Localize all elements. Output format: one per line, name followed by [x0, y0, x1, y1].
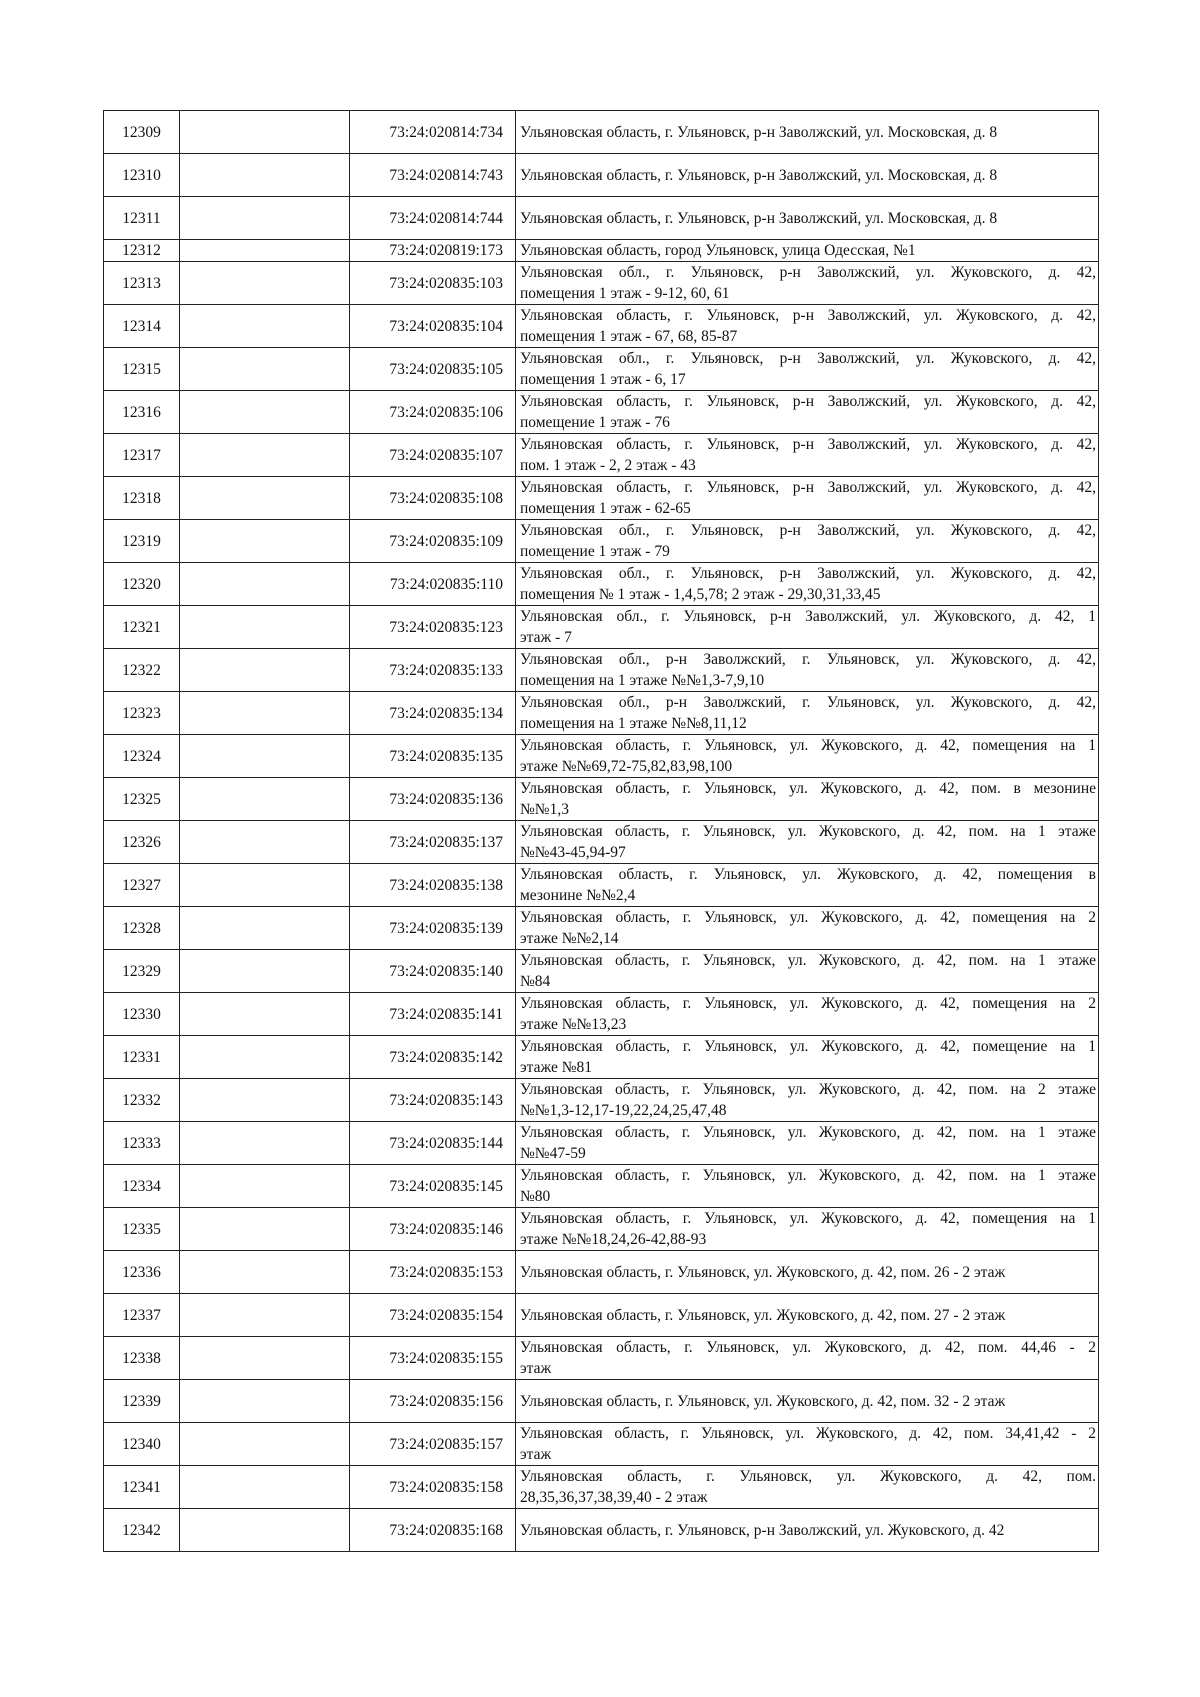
- address-cell: [516, 348, 1099, 391]
- cadastral-number-cell: 73:24:020835:106: [350, 391, 516, 434]
- row-number-cell: 12321: [104, 606, 180, 649]
- address-line: Ульяновская обл., г. Ульяновск, р-н Заволжский, ул. Жуковского, д. 42, 1: [520, 608, 1096, 625]
- address-line: №№1,3-12,17-19,22,24,25,47,48: [520, 1102, 727, 1119]
- row-number-cell: 12329: [104, 950, 180, 993]
- cadastral-number-cell: 73:24:020835:156: [350, 1380, 516, 1423]
- table-row: [104, 907, 1099, 950]
- empty-cell: [180, 1208, 350, 1251]
- address-cell: [516, 1509, 1099, 1552]
- empty-cell: [180, 391, 350, 434]
- empty-cell: [180, 563, 350, 606]
- row-number-cell: 12336: [104, 1251, 180, 1294]
- cadastral-number-cell: 73:24:020835:134: [350, 692, 516, 735]
- address-line: Ульяновская обл., р-н Заволжский, г. Ульяновск, ул. Жуковского, д. 42,: [520, 694, 1096, 711]
- cadastral-number-cell: 73:24:020835:135: [350, 735, 516, 778]
- cadastral-number-cell: 73:24:020814:743: [350, 154, 516, 197]
- table-row: [104, 821, 1099, 864]
- cadastral-number-cell: 73:24:020814:744: [350, 197, 516, 240]
- row-number-cell: 12317: [104, 434, 180, 477]
- empty-cell: [180, 154, 350, 197]
- row-number-cell: 12318: [104, 477, 180, 520]
- empty-cell: [180, 821, 350, 864]
- empty-cell: [180, 864, 350, 907]
- row-number-cell: 12309: [104, 111, 180, 154]
- empty-cell: [180, 1079, 350, 1122]
- address-line: помещения № 1 этаж - 1,4,5,78; 2 этаж - 29,30,31,33,45: [520, 586, 881, 603]
- address-line: помещение 1 этаж - 79: [520, 543, 670, 560]
- address-cell: [516, 197, 1099, 240]
- cadastral-number-cell: 73:24:020835:146: [350, 1208, 516, 1251]
- empty-cell: [180, 950, 350, 993]
- table-row: [104, 735, 1099, 778]
- address-line: Ульяновская область, г. Ульяновск, ул. Жуковского, д. 42, помещения на 1: [520, 737, 1096, 754]
- address-line: Ульяновская обл., р-н Заволжский, г. Ульяновск, ул. Жуковского, д. 42,: [520, 651, 1096, 668]
- table-row: [104, 348, 1099, 391]
- empty-cell: [180, 477, 350, 520]
- address-line: Ульяновская область, г. Ульяновск, р-н Заволжский, ул. Жуковского, д. 42,: [520, 479, 1096, 496]
- registry-table-body: [104, 111, 1099, 1552]
- empty-cell: [180, 692, 350, 735]
- address-line: Ульяновская область, г. Ульяновск, р-н Заволжский, ул. Жуковского, д. 42,: [520, 307, 1096, 324]
- table-row: [104, 520, 1099, 563]
- cadastral-number-cell: 73:24:020835:141: [350, 993, 516, 1036]
- address-cell: [516, 993, 1099, 1036]
- address-cell: [516, 1165, 1099, 1208]
- cadastral-number-cell: 73:24:020835:105: [350, 348, 516, 391]
- empty-cell: [180, 1251, 350, 1294]
- address-cell: [516, 1208, 1099, 1251]
- address-line: этаж - 7: [520, 629, 572, 646]
- table-row: [104, 305, 1099, 348]
- empty-cell: [180, 1122, 350, 1165]
- row-number-cell: 12337: [104, 1294, 180, 1337]
- row-number-cell: 12314: [104, 305, 180, 348]
- address-line: Ульяновская область, г. Ульяновск, ул. Жуковского, д. 42, помещения на 1: [520, 1210, 1096, 1227]
- address-cell: [516, 649, 1099, 692]
- address-line: Ульяновская область, г. Ульяновск, ул. Жуковского, д. 42, пом. на 1 этаже: [520, 823, 1096, 840]
- address-cell: [516, 606, 1099, 649]
- address-line: помещения 1 этаж - 67, 68, 85-87: [520, 328, 738, 345]
- address-cell: [516, 735, 1099, 778]
- address-line: Ульяновская область, г. Ульяновск, ул. Жуковского, д. 42, пом. 34,41,42 - 2: [520, 1425, 1096, 1442]
- address-cell: [516, 305, 1099, 348]
- table-row: [104, 1165, 1099, 1208]
- empty-cell: [180, 1165, 350, 1208]
- table-row: [104, 606, 1099, 649]
- address-line: этаже №№18,24,26-42,88-93: [520, 1231, 707, 1248]
- empty-cell: [180, 993, 350, 1036]
- empty-cell: [180, 1294, 350, 1337]
- address-cell: [516, 692, 1099, 735]
- row-number-cell: 12328: [104, 907, 180, 950]
- table-row: [104, 1423, 1099, 1466]
- address-line: этаже №№2,14: [520, 930, 619, 947]
- registry-table: [103, 110, 1099, 1552]
- row-number-cell: 12341: [104, 1466, 180, 1509]
- address-cell: [516, 563, 1099, 606]
- address-line: помещения 1 этаж - 9-12, 60, 61: [520, 285, 730, 302]
- address-line: пом. 1 этаж - 2, 2 этаж - 43: [520, 457, 696, 474]
- address-cell: [516, 864, 1099, 907]
- table-row: [104, 434, 1099, 477]
- row-number-cell: 12320: [104, 563, 180, 606]
- empty-cell: [180, 305, 350, 348]
- address-line: Ульяновская обл., г. Ульяновск, р-н Заволжский, ул. Жуковского, д. 42,: [520, 565, 1096, 582]
- empty-cell: [180, 1466, 350, 1509]
- address-cell: [516, 111, 1099, 154]
- row-number-cell: 12335: [104, 1208, 180, 1251]
- table-row: [104, 154, 1099, 197]
- address-cell: [516, 1122, 1099, 1165]
- address-cell: [516, 778, 1099, 821]
- table-row: [104, 778, 1099, 821]
- table-row: [104, 111, 1099, 154]
- cadastral-number-cell: 73:24:020835:155: [350, 1337, 516, 1380]
- empty-cell: [180, 1423, 350, 1466]
- cadastral-number-cell: 73:24:020835:158: [350, 1466, 516, 1509]
- address-cell: [516, 1466, 1099, 1509]
- address-line: помещения 1 этаж - 6, 17: [520, 371, 686, 388]
- cadastral-number-cell: 73:24:020835:138: [350, 864, 516, 907]
- cadastral-number-cell: 73:24:020835:109: [350, 520, 516, 563]
- address-line: этаж: [520, 1360, 552, 1377]
- cadastral-number-cell: 73:24:020835:140: [350, 950, 516, 993]
- cadastral-number-cell: 73:24:020835:108: [350, 477, 516, 520]
- address-line: Ульяновская область, г. Ульяновск, р-н Заволжский, ул. Жуковского, д. 42: [520, 1521, 1005, 1539]
- empty-cell: [180, 262, 350, 305]
- table-row: [104, 692, 1099, 735]
- cadastral-number-cell: 73:24:020835:137: [350, 821, 516, 864]
- cadastral-number-cell: 73:24:020835:133: [350, 649, 516, 692]
- empty-cell: [180, 735, 350, 778]
- address-cell: [516, 391, 1099, 434]
- cadastral-number-cell: 73:24:020835:139: [350, 907, 516, 950]
- row-number-cell: 12334: [104, 1165, 180, 1208]
- empty-cell: [180, 348, 350, 391]
- cadastral-number-cell: 73:24:020835:145: [350, 1165, 516, 1208]
- empty-cell: [180, 1337, 350, 1380]
- empty-cell: [180, 240, 350, 262]
- address-cell: [516, 1251, 1099, 1294]
- row-number-cell: 12340: [104, 1423, 180, 1466]
- row-number-cell: 12326: [104, 821, 180, 864]
- address-line: №80: [520, 1188, 551, 1205]
- address-line: Ульяновская обл., г. Ульяновск, р-н Заволжский, ул. Жуковского, д. 42,: [520, 350, 1096, 367]
- row-number-cell: 12342: [104, 1509, 180, 1552]
- address-cell: [516, 520, 1099, 563]
- address-line: мезонине №№2,4: [520, 887, 636, 904]
- address-line: Ульяновская область, г. Ульяновск, ул. Жуковского, д. 42, пом. 26 - 2 этаж: [520, 1263, 1006, 1281]
- address-line: Ульяновская область, г. Ульяновск, ул. Жуковского, д. 42, помещения на 2: [520, 995, 1096, 1012]
- address-cell: [516, 154, 1099, 197]
- address-cell: [516, 1294, 1099, 1337]
- table-row: [104, 649, 1099, 692]
- empty-cell: [180, 1509, 350, 1552]
- address-line: №№1,3: [520, 801, 569, 818]
- address-line: №84: [520, 973, 551, 990]
- row-number-cell: 12313: [104, 262, 180, 305]
- address-cell: [516, 821, 1099, 864]
- row-number-cell: 12324: [104, 735, 180, 778]
- address-line: Ульяновская область, г. Ульяновск, ул. Жуковского, д. 42, пом. 27 - 2 этаж: [520, 1306, 1006, 1324]
- address-line: Ульяновская область, г. Ульяновск, р-н Заволжский, ул. Московская, д. 8: [520, 166, 998, 184]
- cadastral-number-cell: 73:24:020835:107: [350, 434, 516, 477]
- address-line: №№43-45,94-97: [520, 844, 626, 861]
- address-cell: [516, 1423, 1099, 1466]
- cadastral-number-cell: 73:24:020835:144: [350, 1122, 516, 1165]
- table-row: [104, 1380, 1099, 1423]
- table-row: [104, 197, 1099, 240]
- address-cell: [516, 1036, 1099, 1079]
- row-number-cell: 12333: [104, 1122, 180, 1165]
- address-line: Ульяновская область, г. Ульяновск, ул. Жуковского, д. 42, помещения в: [520, 866, 1096, 883]
- row-number-cell: 12325: [104, 778, 180, 821]
- empty-cell: [180, 778, 350, 821]
- address-cell: [516, 434, 1099, 477]
- address-line: Ульяновская область, г. Ульяновск, р-н Заволжский, ул. Жуковского, д. 42,: [520, 436, 1096, 453]
- cadastral-number-cell: 73:24:020835:143: [350, 1079, 516, 1122]
- table-row: [104, 1251, 1099, 1294]
- address-line: Ульяновская область, г. Ульяновск, р-н Заволжский, ул. Жуковского, д. 42,: [520, 393, 1096, 410]
- address-cell: [516, 950, 1099, 993]
- address-line: Ульяновская область, г. Ульяновск, ул. Жуковского, д. 42, помещения на 2: [520, 909, 1096, 926]
- cadastral-number-cell: 73:24:020835:123: [350, 606, 516, 649]
- address-line: Ульяновская обл., г. Ульяновск, р-н Заволжский, ул. Жуковского, д. 42,: [520, 522, 1096, 539]
- table-row: [104, 1036, 1099, 1079]
- address-line: Ульяновская область, г. Ульяновск, ул. Жуковского, д. 42, пом. на 1 этаже: [520, 1167, 1096, 1184]
- address-line: Ульяновская область, г. Ульяновск, р-н Заволжский, ул. Московская, д. 8: [520, 123, 998, 141]
- address-line: этаже №81: [520, 1059, 593, 1076]
- address-cell: [516, 477, 1099, 520]
- cadastral-number-cell: 73:24:020835:103: [350, 262, 516, 305]
- cadastral-number-cell: 73:24:020835:136: [350, 778, 516, 821]
- empty-cell: [180, 520, 350, 563]
- address-line: Ульяновская область, г. Ульяновск, ул. Жуковского, д. 42, пом.: [520, 1468, 1096, 1485]
- cadastral-number-cell: 73:24:020835:153: [350, 1251, 516, 1294]
- cadastral-number-cell: 73:24:020835:157: [350, 1423, 516, 1466]
- row-number-cell: 12339: [104, 1380, 180, 1423]
- row-number-cell: 12338: [104, 1337, 180, 1380]
- empty-cell: [180, 434, 350, 477]
- address-line: Ульяновская область, г. Ульяновск, р-н Заволжский, ул. Московская, д. 8: [520, 209, 998, 227]
- cadastral-number-cell: 73:24:020835:168: [350, 1509, 516, 1552]
- address-line: Ульяновская область, г. Ульяновск, ул. Жуковского, д. 42, пом. на 1 этаже: [520, 1124, 1096, 1141]
- address-line: Ульяновская область, г. Ульяновск, ул. Жуковского, д. 42, помещение на 1: [520, 1038, 1096, 1055]
- row-number-cell: 12327: [104, 864, 180, 907]
- cadastral-number-cell: 73:24:020819:173: [350, 240, 516, 262]
- table-row: [104, 1337, 1099, 1380]
- address-line: Ульяновская обл., г. Ульяновск, р-н Заволжский, ул. Жуковского, д. 42,: [520, 264, 1096, 281]
- table-row: [104, 950, 1099, 993]
- row-number-cell: 12315: [104, 348, 180, 391]
- cadastral-number-cell: 73:24:020814:734: [350, 111, 516, 154]
- row-number-cell: 12310: [104, 154, 180, 197]
- table-row: [104, 391, 1099, 434]
- row-number-cell: 12323: [104, 692, 180, 735]
- address-line: помещение 1 этаж - 76: [520, 414, 670, 431]
- table-row: [104, 563, 1099, 606]
- address-line: этаже №№13,23: [520, 1016, 627, 1033]
- empty-cell: [180, 197, 350, 240]
- table-row: [104, 1466, 1099, 1509]
- table-row: [104, 240, 1099, 262]
- empty-cell: [180, 1036, 350, 1079]
- address-line: этаже №№69,72-75,82,83,98,100: [520, 758, 733, 775]
- empty-cell: [180, 606, 350, 649]
- empty-cell: [180, 649, 350, 692]
- table-row: [104, 993, 1099, 1036]
- row-number-cell: 12312: [104, 240, 180, 262]
- row-number-cell: 12330: [104, 993, 180, 1036]
- cadastral-number-cell: 73:24:020835:142: [350, 1036, 516, 1079]
- table-row: [104, 1079, 1099, 1122]
- address-line: Ульяновская область, г. Ульяновск, ул. Жуковского, д. 42, пом. в мезонине: [520, 780, 1096, 797]
- address-cell: [516, 1337, 1099, 1380]
- table-row: [104, 864, 1099, 907]
- empty-cell: [180, 1380, 350, 1423]
- row-number-cell: 12311: [104, 197, 180, 240]
- address-cell: [516, 907, 1099, 950]
- address-cell: [516, 262, 1099, 305]
- empty-cell: [180, 907, 350, 950]
- table-row: [104, 1294, 1099, 1337]
- address-line: помещения на 1 этаже №№1,3-7,9,10: [520, 672, 765, 689]
- address-cell: [516, 1380, 1099, 1423]
- address-cell: [516, 1079, 1099, 1122]
- address-line: Ульяновская область, г. Ульяновск, ул. Жуковского, д. 42, пом. на 2 этаже: [520, 1081, 1096, 1098]
- address-line: помещения 1 этаж - 62-65: [520, 500, 691, 517]
- empty-cell: [180, 111, 350, 154]
- row-number-cell: 12332: [104, 1079, 180, 1122]
- row-number-cell: 12316: [104, 391, 180, 434]
- row-number-cell: 12322: [104, 649, 180, 692]
- address-line: помещения на 1 этаже №№8,11,12: [520, 715, 747, 732]
- address-line: Ульяновская область, г. Ульяновск, ул. Жуковского, д. 42, пом. 44,46 - 2: [520, 1339, 1096, 1356]
- cadastral-number-cell: 73:24:020835:110: [350, 563, 516, 606]
- row-number-cell: 12331: [104, 1036, 180, 1079]
- address-line: №№47-59: [520, 1145, 586, 1162]
- cadastral-number-cell: 73:24:020835:104: [350, 305, 516, 348]
- address-line: Ульяновская область, город Ульяновск, улица Одесская, №1: [520, 242, 916, 259]
- row-number-cell: 12319: [104, 520, 180, 563]
- address-line: 28,35,36,37,38,39,40 - 2 этаж: [520, 1489, 708, 1506]
- cadastral-number-cell: 73:24:020835:154: [350, 1294, 516, 1337]
- address-cell: [516, 240, 1099, 262]
- table-row: [104, 1208, 1099, 1251]
- address-line: этаж: [520, 1446, 552, 1463]
- table-row: [104, 477, 1099, 520]
- address-line: Ульяновская область, г. Ульяновск, ул. Жуковского, д. 42, пом. 32 - 2 этаж: [520, 1392, 1006, 1410]
- table-row: [104, 1122, 1099, 1165]
- address-line: Ульяновская область, г. Ульяновск, ул. Жуковского, д. 42, пом. на 1 этаже: [520, 952, 1096, 969]
- table-row: [104, 262, 1099, 305]
- table-row: [104, 1509, 1099, 1552]
